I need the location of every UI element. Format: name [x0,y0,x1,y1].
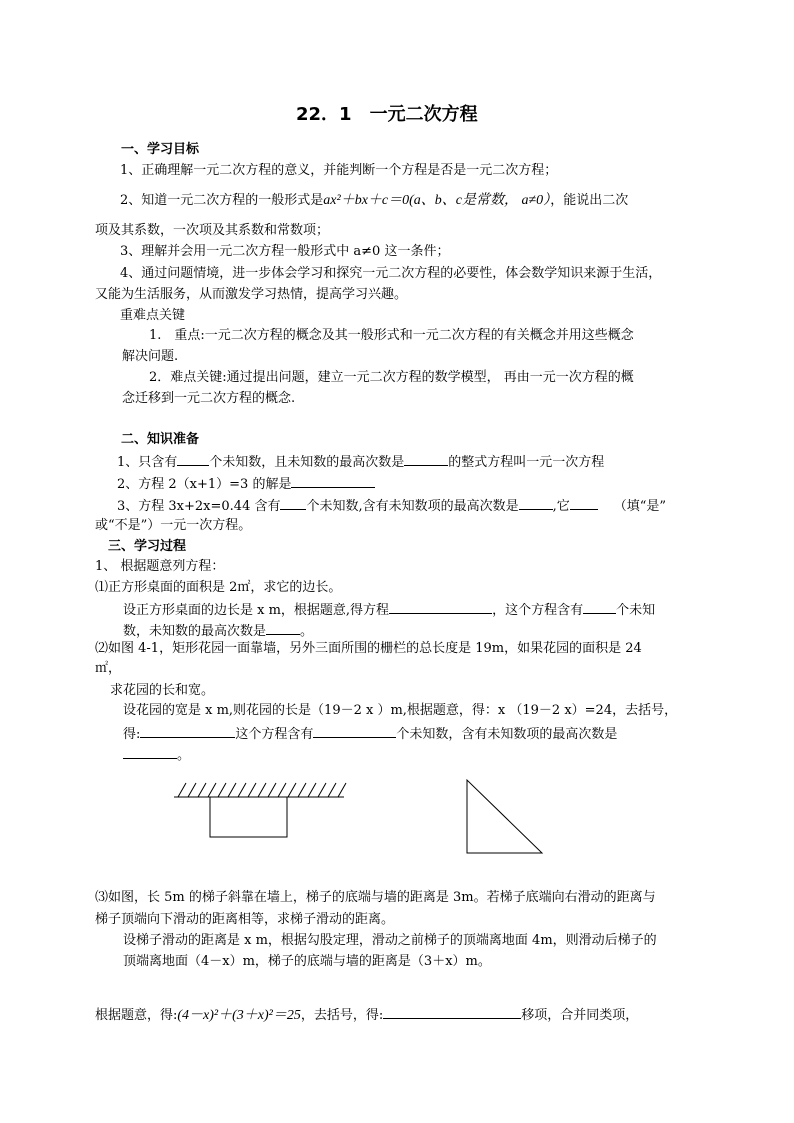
problem-2-question: 求花园的长和宽。 [110,683,215,698]
prep-q1: 1、只含有 个未知数，且未知数的最高次数是 的整式方程叫一元一次方程 [117,452,604,472]
key-point-1-continued: 解决问题. [122,349,179,364]
answer-blank[interactable] [266,621,300,635]
problem-3-setup: 设梯子滑动的距离是 x m，根据勾股定理，滑动之前梯子的顶端离地面 4m，则滑动后梯子的 [123,933,657,948]
problem-1: ⑴正方形桌面的面积是 2㎡，求它的边长。 [95,580,342,595]
pythagoras-formula: (4－x)²＋(3＋x)²＝25 [177,1008,301,1023]
section-heading-goals: 一、学习目标 [121,142,200,157]
key-points-heading: 重难点关键 [120,308,186,323]
answer-blank[interactable] [140,724,235,738]
goal-3: 3、理解并会用一元二次方程一般形式中 a≠0 这一条件； [120,244,450,259]
answer-blank[interactable] [519,496,553,510]
answer-blank[interactable] [404,452,448,466]
goal-2-text: 2、知道一元二次方程的一般形式是 [120,193,324,208]
problem-3-continued: 梯子顶端向下滑动的距离相等，求梯子滑动的距离。 [95,912,395,927]
goal-2-tail: ，能说出二次 [550,193,629,208]
problem-3-equation: 根据题意，得:(4－x)²＋(3＋x)²＝25，去括号，得: 移项，合并同类项， [95,1005,638,1025]
answer-blank[interactable] [280,496,306,510]
key-point-1: 1. 重点:一元二次方程的概念及其一般形式和一元二次方程的有关概念并用这些概念 [149,328,634,343]
problem-3: ⑶如图，长 5m 的梯子斜靠在墙上，梯子的底端与墙的距离是 3m。若梯子底端向右滑动的距离与 [95,890,656,905]
section-heading-prep: 二、知识准备 [121,432,200,447]
problem-2-expand: 得: 这个方程含有 个未知数，含有未知数项的最高次数是 [123,724,617,744]
section-heading-process: 三、学习过程 [108,539,187,554]
prep-q3: 3、方程 3x+2x=0.44 含有 个未知数,含有未知数项的最高次数是 ,它 （填“是” [117,496,666,516]
problem-2-end: 。 [123,745,190,765]
answer-blank[interactable] [291,474,375,488]
answer-blank[interactable] [389,600,492,614]
goal-4-continued: 又能为生活服务，从而激发学习热情，提高学习兴趣。 [95,287,408,302]
goal-2-line [120,192,628,210]
problem-2: ⑵如图 4-1，矩形花园一面靠墙，另外三面所围的栅栏的总长度是 19m，如果花园的面积是 24 [95,641,642,656]
process-intro: 1、 根据题意列方程： [95,559,225,574]
answer-blank[interactable] [177,452,209,466]
answer-blank[interactable] [313,724,396,738]
prep-q2: 2、方程 2（x+1）=3 的解是 [117,474,375,494]
goal-2-continued: 项及其系数，一次项及其系数和常数项； [95,223,330,238]
answer-blank[interactable] [123,745,177,759]
garden-wall-figure [170,780,350,842]
general-form-formula: ax²＋bx＋c＝0(a、b、c是常数， a≠0） [323,193,551,208]
problem-3-setup-continued: 顶端离地面（4－x）m，梯子的底端与墙的距离是（3＋x）m。 [123,954,491,969]
goal-4: 4、通过问题情境，进一步体会学习和探究一元二次方程的必要性，体会数学知识来源于生活， [120,266,662,281]
answer-blank[interactable] [570,496,598,510]
ladder-triangle-figure [462,776,548,858]
problem-1-degree: 数，未知数的最高次数是 。 [123,621,313,641]
answer-blank[interactable] [383,1005,521,1019]
key-point-2-continued: 念迁移到一元二次方程的概念. [122,391,296,406]
problem-2-unit: ㎡， [95,661,122,676]
page-title: 22．1 一元二次方程 [296,104,478,125]
prep-q3-continued: 或“不是”）一元一次方程。 [95,518,252,533]
answer-blank[interactable] [583,600,616,614]
key-point-2: 2．难点关键:通过提出问题，建立一元二次方程的数学模型， 再由一元一次方程的概 [149,370,634,385]
problem-2-setup: 设花园的宽是 x m,则花园的长是（19－2 x ）m,根据题意，得：x （19－2 x）=24，去括号， [123,703,678,718]
goal-1: 1、正确理解一元二次方程的意义，并能判断一个方程是否是一元二次方程； [120,163,558,178]
problem-1-setup: 设正方形桌面的边长是 x m，根据题意,得方程 ，这个方程含有 个未知 [123,600,655,620]
